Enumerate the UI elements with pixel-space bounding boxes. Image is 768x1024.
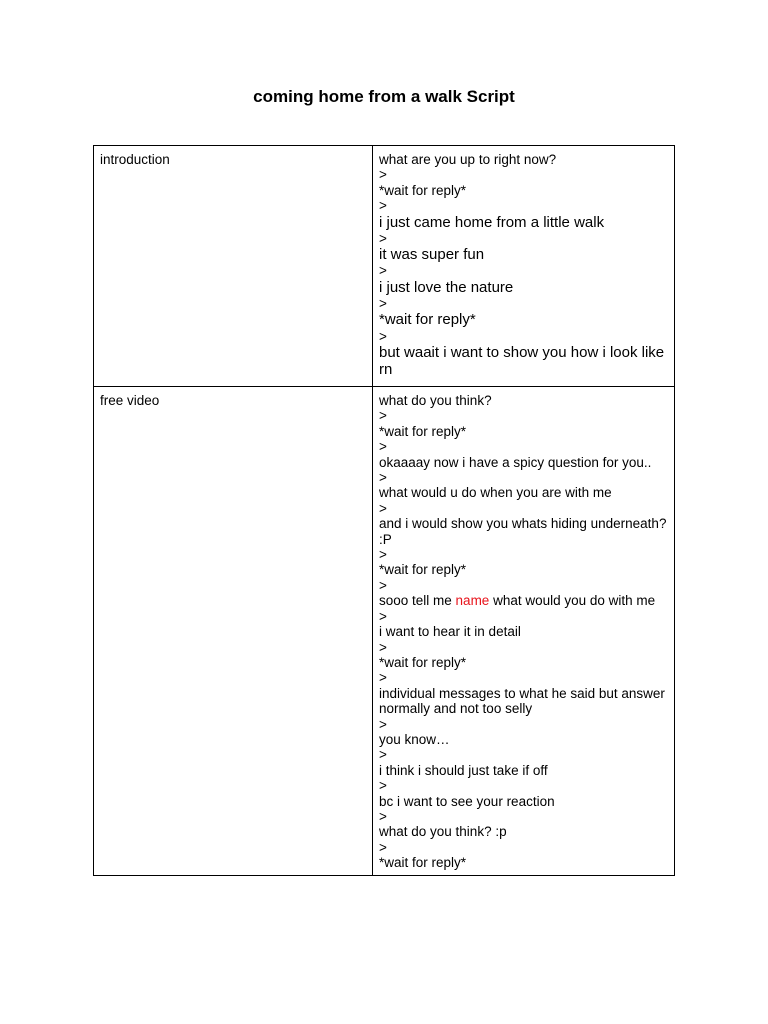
section-label-introduction: introduction [94, 146, 373, 387]
script-line: *wait for reply* [379, 654, 467, 670]
name-placeholder: name [455, 593, 490, 609]
separator: > [379, 500, 387, 516]
separator: > [379, 808, 387, 824]
separator: > [379, 716, 387, 732]
script-line: *wait for reply* [379, 182, 467, 198]
separator: > [379, 670, 387, 686]
script-line: *wait for reply* [379, 562, 467, 578]
script-line: i just came home from a little walk [379, 213, 605, 231]
separator: > [379, 608, 387, 624]
script-line: you know… [379, 731, 450, 747]
script-line: i just love the nature [379, 278, 514, 296]
script-line: *wait for reply* [379, 855, 467, 871]
script-line: okaaaay now i have a spicy question for you.. [379, 454, 652, 470]
script-line: i want to hear it in detail [379, 624, 521, 640]
separator: > [379, 263, 387, 279]
name-prompt-before: sooo tell me [379, 593, 456, 609]
separator: > [379, 547, 387, 563]
script-line: i think i should just take if off [379, 762, 548, 778]
script-line: what do you think? [379, 393, 492, 408]
script-line: what would u do when you are with me [379, 485, 612, 501]
script-line-name-prompt [379, 593, 668, 608]
separator: > [379, 778, 387, 794]
section-label-free-video: free video [94, 387, 373, 876]
page-title: coming home from a walk Script [253, 87, 515, 106]
section-content-free-video [373, 387, 675, 876]
script-line: bc i want to see your reaction [379, 793, 555, 809]
script-line: but waait i want to show you how i look like rn [379, 344, 665, 379]
separator: > [379, 839, 387, 855]
separator: > [379, 439, 387, 455]
table-row [94, 387, 675, 876]
separator: > [379, 328, 387, 344]
script-line: individual messages to what he said but answer normally and not too selly [379, 685, 665, 717]
script-line: what are you up to right now? [379, 152, 557, 167]
separator: > [379, 230, 387, 246]
separator: > [379, 198, 387, 214]
separator: > [379, 167, 387, 183]
script-line: it was super fun [379, 246, 485, 264]
script-line: *wait for reply* [379, 423, 467, 439]
script-table [93, 145, 675, 876]
separator: > [379, 296, 387, 312]
separator: > [379, 747, 387, 763]
script-line: and i would show you whats hiding underneath? :P [379, 516, 667, 547]
separator: > [379, 639, 387, 655]
table-row [94, 146, 675, 387]
separator: > [379, 577, 387, 593]
separator: > [379, 470, 387, 486]
script-line: what do you think? :p [379, 824, 507, 840]
name-prompt-after: what would you do with me [489, 593, 656, 609]
section-content-introduction [373, 146, 675, 387]
script-line: *wait for reply* [379, 311, 476, 329]
separator: > [379, 408, 387, 424]
